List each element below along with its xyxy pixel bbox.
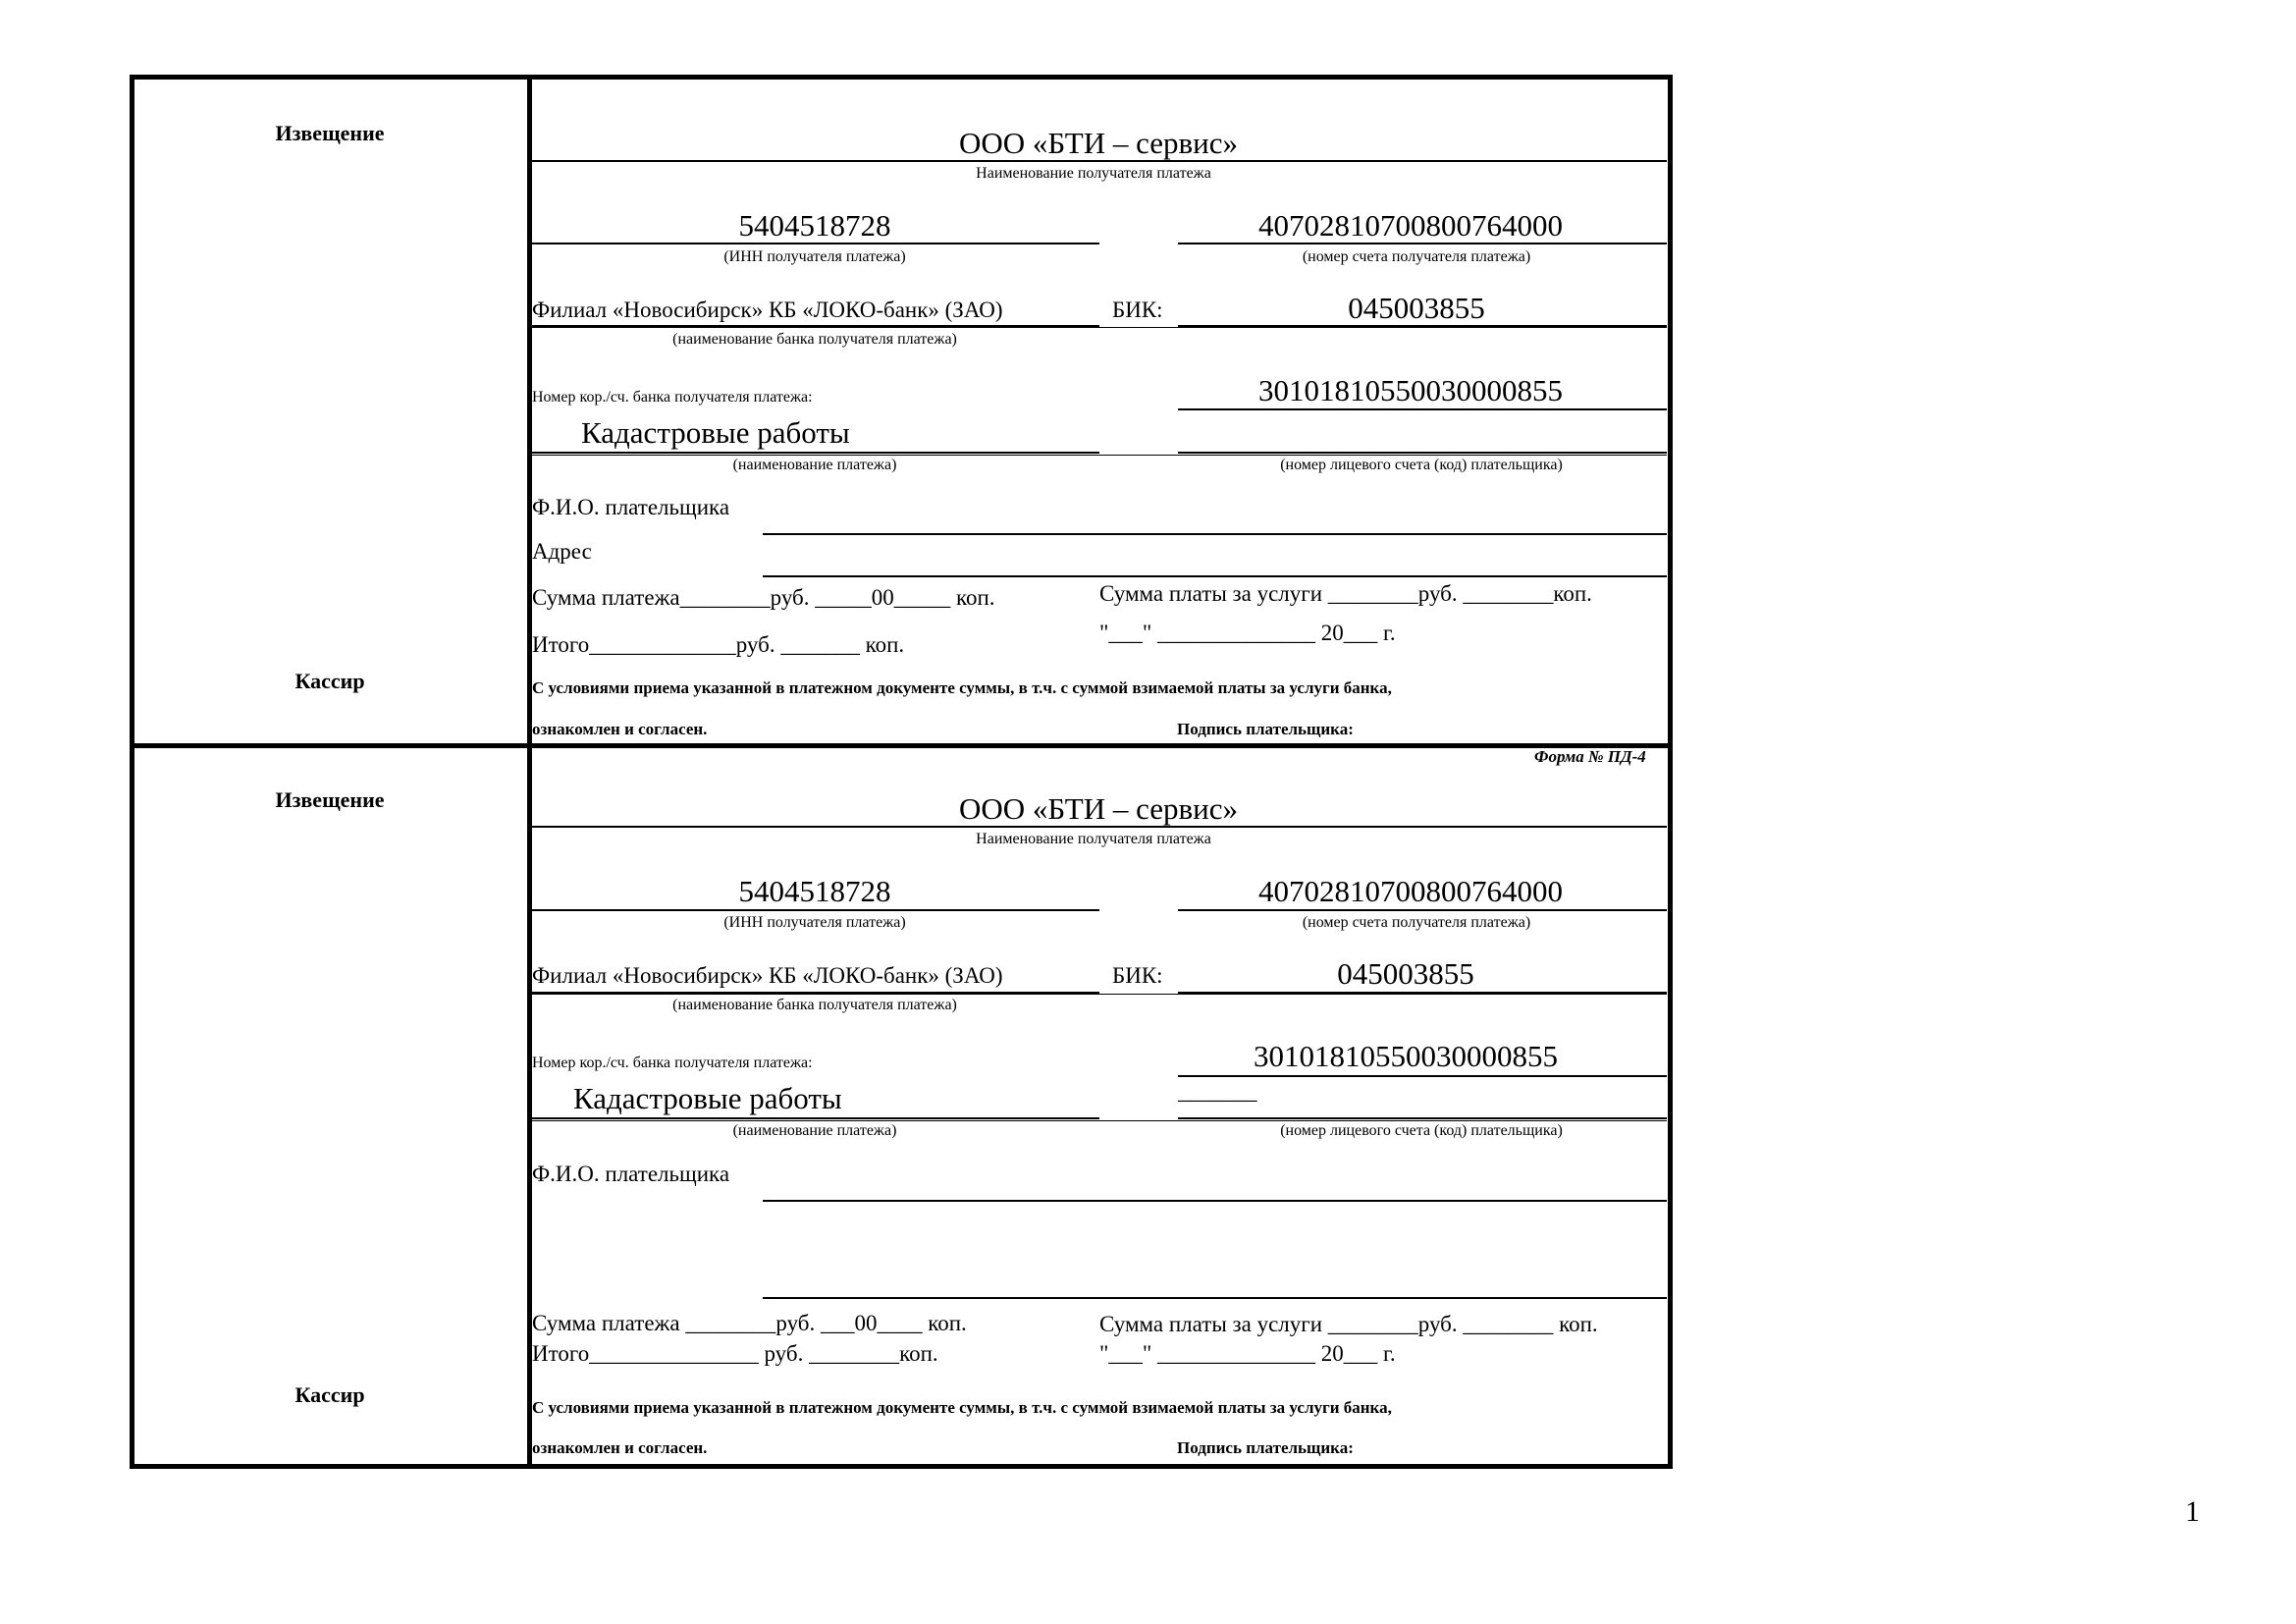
bik-label: БИК:	[1112, 298, 1163, 322]
date-line: "___" ______________ 20___ г.	[1099, 1341, 1396, 1366]
signature-label: Подпись плательщика:	[1177, 1438, 1354, 1457]
purpose-value: Кадастровые работы	[573, 1081, 842, 1115]
account-value: 40702810700800764000	[1258, 208, 1563, 243]
payer-name-label: Ф.И.О. плательщика	[532, 495, 730, 519]
total-line: Итого_____________руб. _______ коп.	[532, 632, 905, 657]
corr-value: 30101810550030000855	[1254, 1039, 1558, 1073]
signature-label: Подпись плательщика:	[1177, 720, 1354, 738]
corr-line	[1178, 1075, 1667, 1077]
inn-value: 5404518728	[738, 874, 891, 908]
purpose-caption: (наименование платежа)	[732, 1122, 897, 1139]
total-line: Итого_______________ руб. ________коп.	[532, 1341, 938, 1366]
purpose-caption: (наименование платежа)	[732, 457, 897, 473]
personal-account-value: _______	[1178, 1079, 1257, 1104]
personal-account-line	[1178, 452, 1667, 454]
recipient-line	[532, 160, 1667, 162]
personal-account-line	[1178, 1117, 1667, 1119]
inn-caption: (ИНН получателя платежа)	[723, 914, 906, 931]
personal-account-caption: (номер лицевого счета (код) плательщика)	[1280, 1122, 1563, 1139]
bik-value: 045003855	[1348, 291, 1485, 325]
recipient-name: ООО «БТИ – сервис»	[958, 126, 1239, 160]
date-line: "___" ______________ 20___ г.	[1099, 621, 1396, 645]
bank-name: Филиал «Новосибирск» КБ «ЛОКО-банк» (ЗАО)	[532, 963, 1003, 988]
account-line	[1178, 243, 1667, 244]
purpose-row-rule	[532, 455, 1667, 456]
payer-name-field[interactable]	[763, 1200, 1667, 1202]
slip-divider	[130, 743, 1673, 748]
page-number: 1	[2185, 1495, 2200, 1528]
recipient-name: ООО «БТИ – сервис»	[958, 791, 1239, 826]
corr-line	[1178, 408, 1667, 410]
inn-line	[532, 909, 1099, 911]
inn-value: 5404518728	[738, 208, 891, 243]
recipient-caption: Наименование получателя платежа	[976, 831, 1211, 847]
address-field[interactable]	[763, 1297, 1667, 1299]
inn-line	[532, 243, 1099, 244]
recipient-caption: Наименование получателя платежа	[976, 165, 1211, 182]
form-number: Форма № ПД-4	[1534, 747, 1646, 766]
bank-caption: (наименование банка получателя платежа)	[672, 331, 957, 348]
cashier-label: Кассир	[294, 669, 365, 693]
account-line	[1178, 909, 1667, 911]
cashier-label: Кассир	[294, 1382, 365, 1407]
column-divider	[527, 75, 532, 1469]
terms-text: С условиями приема указанной в платежном документе суммы, в т.ч. с суммой взимаемой платы за услуги банка,	[532, 678, 1392, 697]
sum-line: Сумма платежа ________руб. ___00____ коп.	[532, 1311, 967, 1335]
corr-label: Номер кор./сч. банка получателя платежа:	[532, 389, 813, 406]
inn-caption: (ИНН получателя платежа)	[723, 248, 906, 265]
purpose-row-rule	[532, 1120, 1667, 1121]
bank-row-rule	[532, 327, 1667, 328]
purpose-line	[532, 1117, 1099, 1119]
terms-text: С условиями приема указанной в платежном документе суммы, в т.ч. с суммой взимаемой платы за услуги банка,	[532, 1398, 1392, 1417]
payer-name-label: Ф.И.О. плательщика	[532, 1162, 730, 1186]
bank-name: Филиал «Новосибирск» КБ «ЛОКО-банк» (ЗАО)	[532, 298, 1003, 322]
notice-label: Извещение	[275, 121, 385, 145]
account-value: 40702810700800764000	[1258, 874, 1563, 908]
bank-row-rule	[532, 994, 1667, 995]
recipient-line	[532, 826, 1667, 828]
corr-label: Номер кор./сч. банка получателя платежа:	[532, 1055, 813, 1071]
sum-line: Сумма платежа________руб. _____00_____ коп.	[532, 585, 995, 610]
corr-value: 30101810550030000855	[1258, 373, 1563, 407]
agreed-text: ознакомлен и согласен.	[532, 720, 708, 738]
payer-name-field[interactable]	[763, 533, 1667, 535]
service-fee-line: Сумма платы за услуги ________руб. ________ коп.	[1099, 1312, 1598, 1336]
address-field[interactable]	[763, 575, 1667, 577]
address-label: Адрес	[532, 539, 592, 564]
notice-label: Извещение	[275, 787, 385, 812]
receipt-frame	[130, 75, 1673, 1469]
account-caption: (номер счета получателя платежа)	[1302, 248, 1531, 265]
agreed-text: ознакомлен и согласен.	[532, 1438, 708, 1457]
personal-account-caption: (номер лицевого счета (код) плательщика)	[1280, 457, 1563, 473]
purpose-value: Кадастровые работы	[581, 415, 850, 450]
bik-label: БИК:	[1112, 963, 1163, 988]
purpose-line	[532, 452, 1099, 454]
bik-value: 045003855	[1337, 956, 1474, 991]
service-fee-line: Сумма платы за услуги ________руб. ________коп.	[1099, 581, 1592, 606]
account-caption: (номер счета получателя платежа)	[1302, 914, 1531, 931]
bank-caption: (наименование банка получателя платежа)	[672, 997, 957, 1013]
